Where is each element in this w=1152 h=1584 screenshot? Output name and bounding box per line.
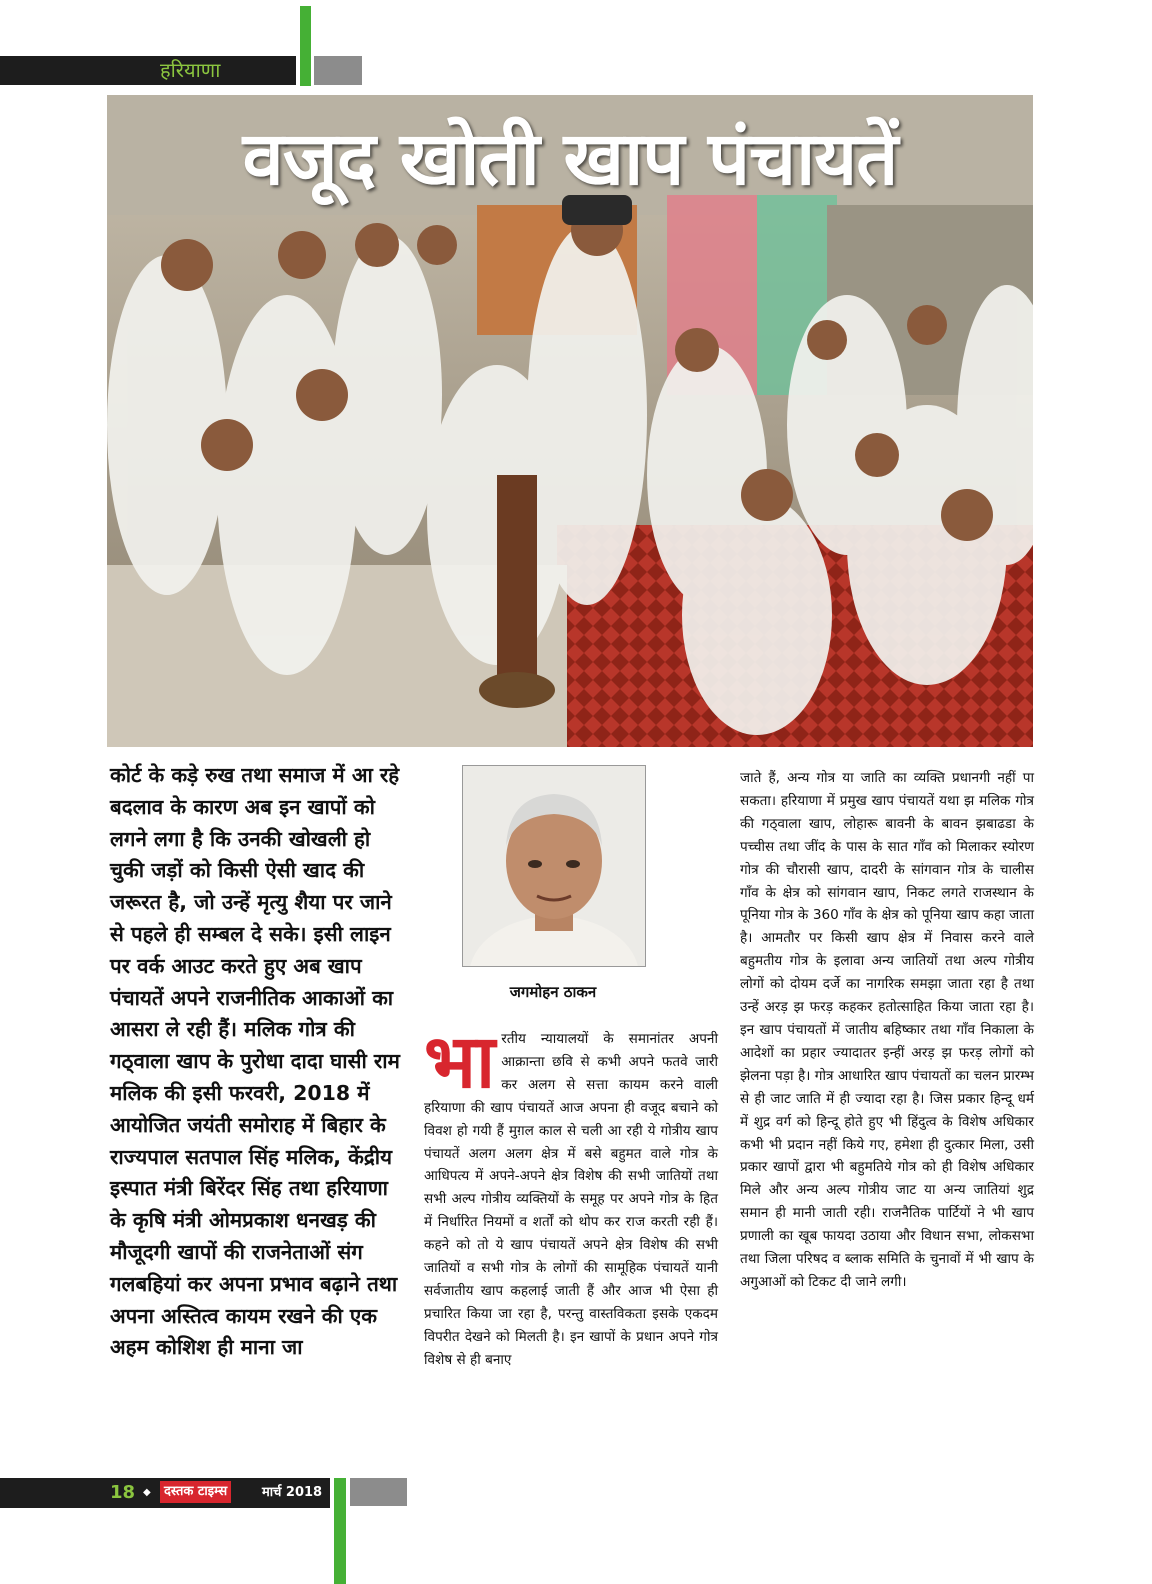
magazine-logo: दस्तक टाइम्स [160, 1481, 231, 1503]
author-name: जगमोहन ठाकन [509, 983, 597, 1001]
left-column-paragraph: कोर्ट के कड़े रुख तथा समाज में आ रहे बदलाव के कारण अब इन खापों को लगने लगा है कि उनकी खोखली हो चुकी जड़ों को किसी ऐसी खाद की जरूरत है, जो उन्हें मृत्यु शैया पर जाने से पहले ही सम्बल दे सके। इसी लाइन पर वर्क आउट करते हुए अब खाप पंचायतें अपने राजनीतिक आकाओं का आसरा ले रही हैं। मलिक गोत्र की गठ्वाला खाप के पुरोधा दादा घासी राम मलिक की इसी फरवरी, 2018 में आयोजित जयंती समोराह में बिहार के राज्यपाल सतपाल सिंह मलिक, केंद्रीय इस्पात मंत्री बिरेंदर सिंह तथा हरियाणा के कृषि मंत्री ओमप्रकाश धनखड़ की मौजूदगी खापों की राजनेताओं संग गलबहियां कर अपना प्रभाव बढ़ाने तथा अपना अस्तित्व कायम रखने की एक अहम कोशिश ही माना जा [110, 763, 400, 1360]
middle-column-paragraph: रतीय न्यायालयों के समानांतर अपनी आक्रान्ता छवि से कभी अपने फतवे जारी कर अलग से सत्ता कायम करने वाली हरियाणा की खाप पंचायतें आज अपना ही वजूद बचाने को विवश हो गयी हैं मुग़ल काल से चली आ रही ये गोत्रीय खाप पंचायतें अलग अलग क्षेत्र में बसे बहुमत वाले गोत्र के आधिपत्य में अपने-अपने क्षेत्र विशेष की सभी जातियों तथा सभी अल्प गोत्रीय व्यक्तियों के समूह पर अपने गोत्र के हित में निर्धारित नियमों व शर्तों को थोप कर राज करती रही हैं। कहने को तो ये खाप पंचायतें अपने क्षेत्र विशेष की सभी जातियों व सभी गोत्र के लोगों की सामूहिक पंचायतें यानी सर्वजातीय खाप कहलाई जाती हैं और आज भी ऐसा ही प्रचारित किया जा रहा है, परन्तु वास्तविकता इसके एकदम विपरीत देखने को मिलती है। इन खापों के प्रधान अपने गोत्र विशेष से ही बनाए [424, 1031, 718, 1368]
header-bar [0, 56, 296, 85]
author-portrait [462, 765, 646, 967]
bullet-icon: ◆ [143, 1487, 151, 1498]
right-column-paragraph: जाते हैं, अन्य गोत्र या जाति का व्यक्ति प्रधानगी नहीं पा सकता। हरियाणा में प्रमुख खाप पंचायतें यथा झ मलिक गोत्र की गठ्वाला खाप, लोहारू बावनी के बावन झबाढडा के पच्चीस तथा जींद के पास के सात गाँव को मिलाकर स्योरण गोत्र की चौरासी खाप, दादरी के सांगवान गोत्र के चालीस गाँव के क्षेत्र को सांगवान खाप, निकट लगते राजस्थान के पूनिया गोत्र के 360 गाँव के क्षेत्र को पूनिया खाप कहा जाता है। आमतौर पर किसी खाप क्षेत्र में निवास करने वाले बहुमतीय गोत्र के इलावा अन्य जातियों तथा अल्प गोत्रीय लोगों को दोयम दर्जे का नागरिक समझा जाता रहा है तथा उन्हें अरड़ झ फरड़ कहकर हतोत्साहित किया जाता रहा है। इन खाप पंचायतों में जातीय बहिष्कार तथा गाँव निकाला के आदेशों का प्रहार ज्यादातर इन्हीं अरड़ झ फरड़ लोगों को झेलना पड़ा है। गोत्र आधारित खाप पंचायतों का चलन प्रारम्भ से ही जाट जाति में ही ज्यादा रहा है। जिस प्रकार हिन्दू धर्म में शुद्र वर्ग को हिन्दू होते हुए भी हिंदुत्व के विशेष अधिकार कभी भी प्रदान नहीं किये गए, हमेशा ही दुत्कार मिला, उसी प्रकार खापों द्वारा भी बहुमतिये गोत्र को ही विशेष अधिकार मिले और अन्य अल्प गोत्रीय जाट या अन्य जातियां शुद्र समान ही मानी जाती रही। राजनैतिक पार्टियों ने भी खाप प्रणाली का खूब फायदा उठाया और विधान सभा, लोकसभा तथा जिला परिषद व ब्लाक समिति के चुनावों में भी खाप के अगुआओं को टिकट दी जाने लगी। [740, 770, 1034, 1290]
drop-cap: भा [424, 1019, 496, 1105]
page-number: 18 [110, 1482, 136, 1503]
footer-gray-block [350, 1478, 407, 1506]
header-accent-bar [300, 6, 311, 86]
left-column-text [110, 760, 400, 1364]
right-column-text [740, 767, 1034, 1294]
footer-accent-bar [334, 1478, 346, 1584]
issue-date: मार्च 2018 [262, 1485, 323, 1500]
section-label: हरियाणा [160, 58, 221, 82]
header-gray-block [314, 56, 362, 85]
middle-column-text [424, 1019, 718, 1372]
headline: वजूद खोती खाप पंचायतें [242, 116, 898, 202]
